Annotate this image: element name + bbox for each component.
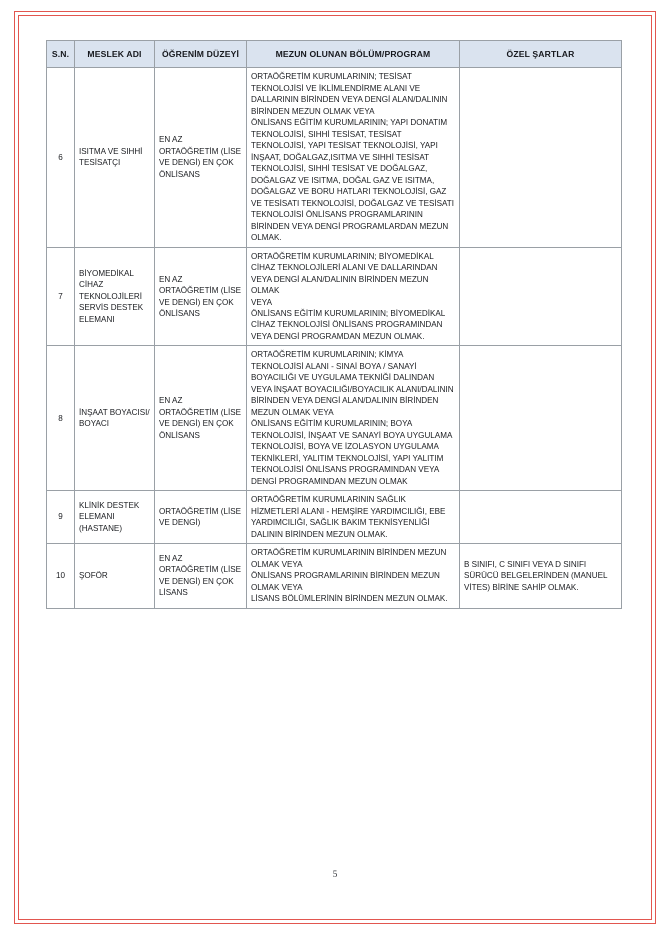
cell-special-conditions [460,68,622,247]
cell-sn: 8 [47,346,75,491]
cell-special-conditions [460,346,622,491]
cell-education-level: EN AZ ORTAÖĞRETİM (LİSE VE DENGİ) EN ÇOK LİSANS [155,544,247,608]
table-header-row [47,41,622,68]
cell-occupation: ISITMA VE SIHHİ TESİSATÇI [75,68,155,247]
column-header-occupation: MESLEK ADI [75,41,155,68]
page-content [46,40,621,609]
cell-sn: 10 [47,544,75,608]
cell-education-level: EN AZ ORTAÖĞRETİM (LİSE VE DENGİ) EN ÇOK ÖNLİSANS [155,68,247,247]
cell-education-level: ORTAÖĞRETİM (LİSE VE DENGİ) [155,491,247,544]
cell-education-level: EN AZ ORTAÖĞRETİM (LİSE VE DENGİ) EN ÇOK ÖNLİSANS [155,247,247,346]
cell-program: ORTAÖĞRETİM KURUMLARININ; BİYOMEDİKAL CİHAZ TEKNOLOJİLERİ ALANI VE DALLARINDAN VEYA DENGİ ALAN/DALININ BİRİNDEN MEZUN OLMAK VEYA ÖNLİSANS EĞİTİM KURUMLARININ; BİYOMEDİKAL CİHAZ TEKNOLOJİSİ ÖNLİSANS PROGRAMINDAN VEYA DENGİ PROGRAMDAN MEZUN OLMAK. [247,247,460,346]
cell-occupation: İNŞAAT BOYACISI/ BOYACI [75,346,155,491]
column-header-education-level: ÖĞRENİM DÜZEYİ [155,41,247,68]
cell-sn: 9 [47,491,75,544]
table-row [47,544,622,608]
cell-program: ORTAÖĞRETİM KURUMLARININ BİRİNDEN MEZUN OLMAK VEYA ÖNLİSANS PROGRAMLARININ BİRİNDEN MEZUN OLMAK VEYA LİSANS BÖLÜMLERİNİN BİRİNDEN MEZUN OLMAK. [247,544,460,608]
cell-sn: 7 [47,247,75,346]
cell-sn: 6 [47,68,75,247]
table-row [47,346,622,491]
table-row [47,68,622,247]
qualifications-table [46,40,622,609]
cell-program: ORTAÖĞRETİM KURUMLARININ; KİMYA TEKNOLOJİSİ ALANI - SINAİ BOYA / SANAYİ BOYACILIĞI VE UYGULAMA TEKNİĞİ DALINDAN VEYA İNŞAAT BOYACILIĞI/BOYACILIK ALANI/DALININ BİRİNDEN VEYA DENGİ ALAN/DALININ BİRİNDEN MEZUN OLMAK VEYA ÖNLİSANS EĞİTİM KURUMLARININ; BOYA TEKNOLOJİSİ, İNŞAAT VE SANAYİ BOYA UYGULAMA TEKNOLOJİSİ, BOYA VE İZOLASYON UYGULAMA TEKNİKLERİ, YALITIM TEKNOLOJİSİ, YAPI YALITIM TEKNOLOJİSİ ÖNLİSANS PROGRAMINDAN VEYA DENGİ PROGRAMINDAN MEZUN OLMAK [247,346,460,491]
column-header-program: MEZUN OLUNAN BÖLÜM/PROGRAM [247,41,460,68]
column-header-special-conditions: ÖZEL ŞARTLAR [460,41,622,68]
cell-special-conditions [460,491,622,544]
cell-program: ORTAÖĞRETİM KURUMLARININ; TESİSAT TEKNOLOJİSİ VE İKLİMLENDİRME ALANI VE DALLARININ BİRİNDEN VEYA DENGİ ALAN/DALININ BİRİNDEN MEZUN OLMAK VEYA ÖNLİSANS EĞİTİM KURUMLARININ; YAPI DONATIM TEKNOLOJİSİ, SIHHİ TESİSAT, TESİSAT TEKNOLOJİSİ, YAPI TESİSAT TEKNOLOJİSİ, YAPI İNŞAAT, DOĞALGAZ,ISITMA VE SIHHİ TESİSAT TEKNOLOJİSİ, SIHHİ TESİSAT VE DOĞALGAZ, DOĞALGAZ VE ISITMA, DOĞAL GAZ VE ISITMA, DOĞALGAZ VE BORU HATLARI TEKNOLOJİSİ, GAZ VE TESİSATI TEKNOLOJİSİ, DOĞALGAZ VE TESİSATI TEKNOLOJİSİ ÖNLİSANS PROGRAMLARININ BİRİNDEN VEYA DENGİ PROGRAMLARDAN MEZUN OLMAK. [247,68,460,247]
table-row [47,491,622,544]
table-header [47,41,622,68]
cell-occupation: BİYOMEDİKAL CİHAZ TEKNOLOJİLERİ SERVİS DESTEK ELEMANI [75,247,155,346]
page-number: 5 [332,870,338,880]
cell-education-level: EN AZ ORTAÖĞRETİM (LİSE VE DENGİ) EN ÇOK ÖNLİSANS [155,346,247,491]
column-header-sn: S.N. [47,41,75,68]
table-row [47,247,622,346]
cell-program: ORTAÖĞRETİM KURUMLARININ SAĞLIK HİZMETLERİ ALANI - HEMŞİRE YARDIMCILIĞI, EBE YARDIMCILIĞI, SAĞLIK BAKIM TEKNİSYENLİĞİ DALININ BİRİNDEN MEZUN OLMAK. [247,491,460,544]
cell-special-conditions [460,247,622,346]
cell-occupation: ŞOFÖR [75,544,155,608]
cell-special-conditions: B SINIFI, C SINIFI VEYA D SINIFI SÜRÜCÜ BELGELERİNDEN (MANUEL VİTES) BİRİNE SAHİP OLMAK. [460,544,622,608]
table-body [47,68,622,608]
cell-occupation: KLİNİK DESTEK ELEMANI (HASTANE) [75,491,155,544]
